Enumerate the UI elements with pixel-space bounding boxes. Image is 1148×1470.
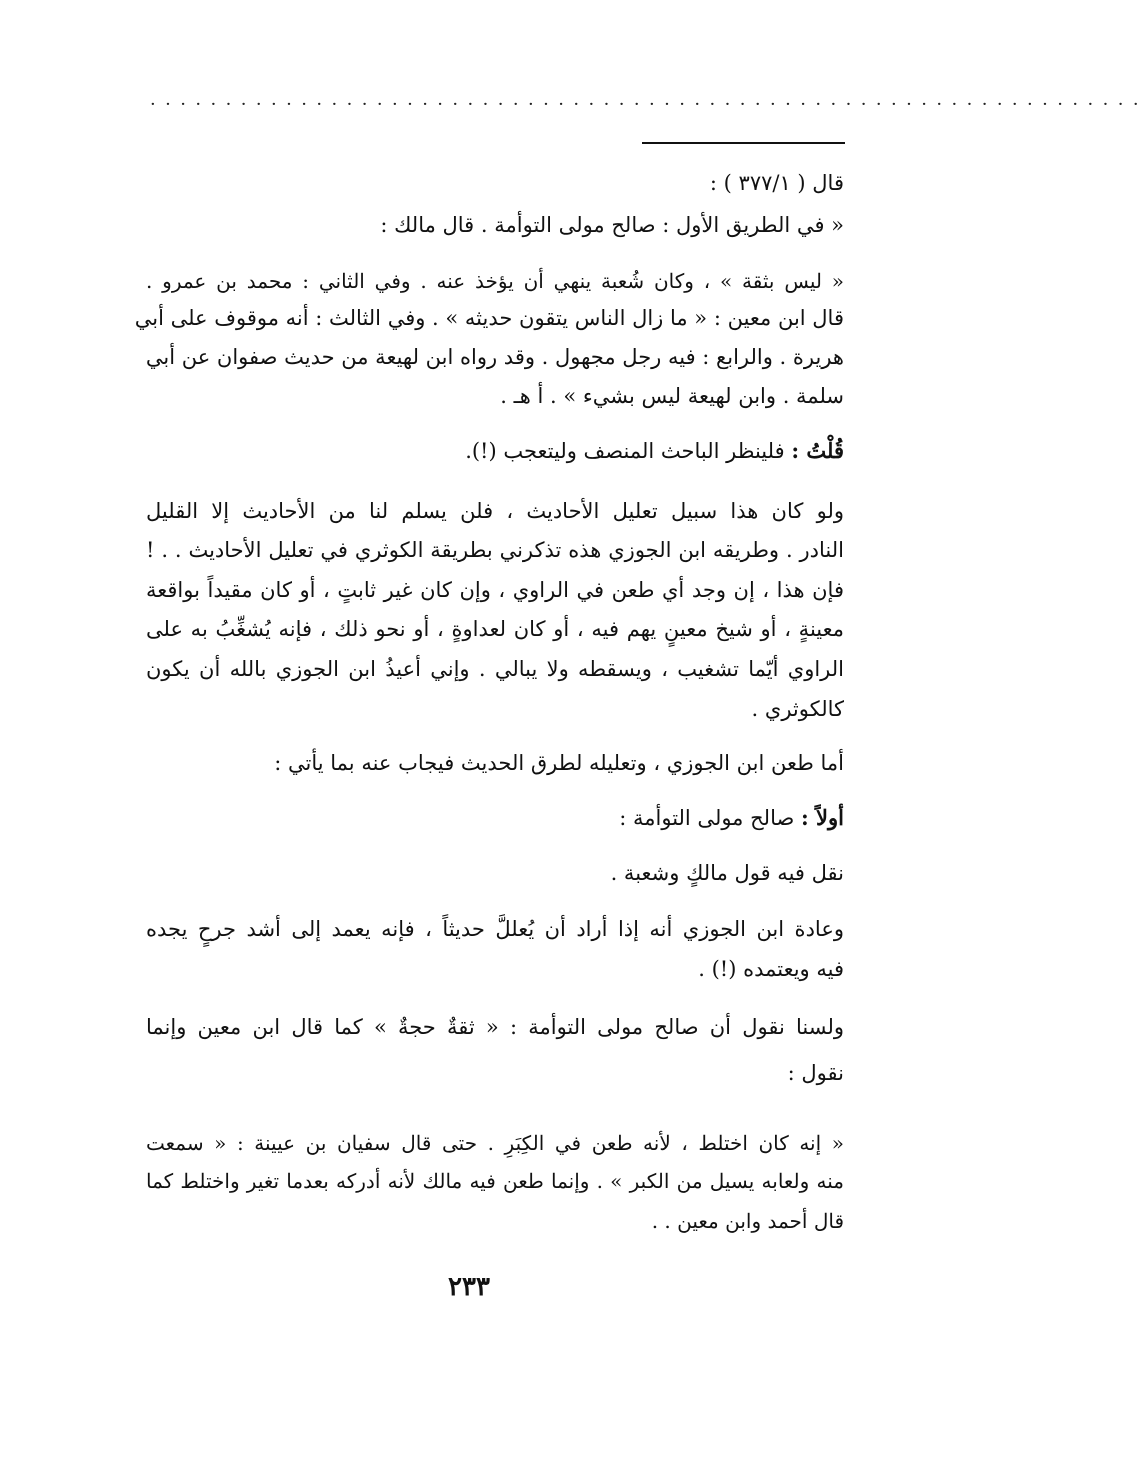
text-line: « في الطريق الأول : صالح مولى التوأمة . قال مالك : [380,213,844,237]
text-line: قال ابن معين : « ما زال الناس يتقون حديثه » . وفي الثالث : أنه موقوف على أبي [134,306,844,330]
text-line: معينةٍ ، أو شيخ معينٍ يهم فيه ، أو كان لعداوةٍ ، أو نحو ذلك ، فإنه يُشغِّبُ به على [146,617,844,641]
footnote-rule [642,142,845,144]
text-line: ولو كان هذا سبيل تعليل الأحاديث ، فلن يسلم لنا من الأحاديث إلا القليل [146,499,844,523]
text-line: منه ولعابه يسيل من الكبر » . وإنما طعن فيه مالك لأنه أدركه بعدما تغير واختلط كما [146,1169,844,1193]
page-number: ٢٣٣ [448,1272,490,1302]
text-line: ولسنا نقول أن صالح مولى التوأمة : « ثقةٌ حجةٌ » كما قال ابن معين وإنما [146,1015,844,1039]
text-line: أما طعن ابن الجوزي ، وتعليله لطرق الحديث فيجاب عنه بما يأتي : [274,751,844,775]
text-line: نقول : [787,1061,844,1085]
qultu-text: فلينظر الباحث المنصف وليتعجب (!). [465,439,785,463]
awwalan-line [619,803,844,833]
text-line: قال ( ٣٧٧/١ ) : [709,171,844,195]
dotted-separator: ·································································· [150,94,1148,115]
text-line: فيه ويعتمده (!) . [698,957,844,981]
awwalan-text: صالح مولى التوأمة : [619,806,795,830]
qultu-label: قُلْتُ : [791,438,844,463]
text-line: وعادة ابن الجوزي أنه إذا أراد أن يُعللَّ حديثاً ، فإنه يعمد إلى أشد جرحٍ يجده [146,917,844,941]
qultu-line [465,436,844,466]
text-line: هريرة . والرابع : فيه رجل مجهول . وقد رواه ابن لهيعة من حديث صفوان عن أبي [145,345,844,369]
text-line: سلمة . وابن لهيعة ليس بشيء » . أ هـ . [500,384,844,408]
text-line: فإن هذا ، إن وجد أي طعن في الراوي ، وإن كان غير ثابتٍ ، أو كان مقيداً بواقعة [146,578,844,602]
text-line: نقل فيه قول مالكٍ وشعبة . [610,861,844,885]
text-line: كالكوثري . [751,697,844,721]
text-line: النادر . وطريقه ابن الجوزي هذه تذكرني بطريقة الكوثري في تعليل الأحاديث . . ! [146,538,844,562]
awwalan-label: أولاً : [800,805,844,830]
text-line: الراوي أيّما تشغيب ، ويسقطه ولا يبالي . وإني أعيذُ ابن الجوزي بالله أن يكون [146,657,844,681]
text-line: « ليس بثقة » ، وكان شُعبة ينهي أن يؤخذ عنه . وفي الثاني : محمد بن عمرو . [146,269,844,293]
text-line: « إنه كان اختلط ، لأنه طعن في الكِبَرِ . حتى قال سفيان بن عيينة : « سمعت [146,1131,844,1155]
text-line: قال أحمد وابن معين . . [651,1209,844,1233]
